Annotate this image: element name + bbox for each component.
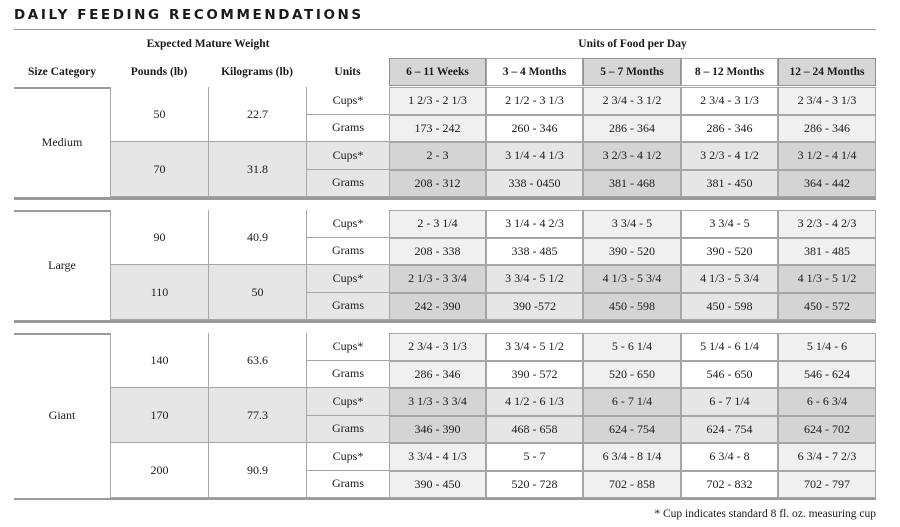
table-cell: 2 3/4 - 3 1/3 (778, 87, 876, 115)
header-kilograms: Kilograms (lb) (221, 66, 293, 78)
weight-kilograms: 90.9 (208, 443, 306, 498)
table-cell: 346 - 390 (389, 416, 486, 444)
weight-kilograms: 50 (208, 265, 306, 320)
section-divider (14, 198, 876, 200)
table-cell: 338 - 485 (486, 238, 583, 266)
table-cell: 242 - 390 (389, 293, 486, 321)
table-cell: 286 - 346 (389, 361, 486, 389)
table-cell: 381 - 450 (681, 170, 778, 198)
table-cell: 173 - 242 (389, 115, 486, 143)
table-cell: 546 - 624 (778, 361, 876, 389)
unit-label: Grams (306, 238, 389, 266)
col-header-6-11-weeks: 6 – 11 Weeks (389, 58, 486, 86)
unit-label: Grams (306, 115, 389, 143)
table-cell: 208 - 312 (389, 170, 486, 198)
unit-label: Grams (306, 361, 389, 389)
table-cell: 468 - 658 (486, 416, 583, 444)
table-cell: 450 - 598 (583, 293, 681, 321)
table-cell: 624 - 702 (778, 416, 876, 444)
table-cell: 390 - 450 (389, 471, 486, 499)
table-cell: 3 3/4 - 4 1/3 (389, 443, 486, 471)
table-cell: 5 - 7 (486, 443, 583, 471)
header-units-of-food: Units of Food per Day (578, 38, 687, 50)
weight-pounds: 140 (110, 333, 208, 388)
unit-label: Cups* (306, 265, 389, 293)
table-cell: 260 - 346 (486, 115, 583, 143)
weight-kilograms: 77.3 (208, 388, 306, 443)
header-size-category: Size Category (27, 66, 97, 78)
unit-label: Grams (306, 471, 389, 499)
col-header-3-4-months: 3 – 4 Months (486, 58, 583, 86)
size-category-medium: Medium (41, 134, 83, 149)
table-cell: 702 - 797 (778, 471, 876, 499)
page-title: DAILY FEEDING RECOMMENDATIONS (14, 7, 364, 23)
table-cell: 3 2/3 - 4 1/2 (583, 142, 681, 170)
table-cell: 6 3/4 - 8 1/4 (583, 443, 681, 471)
unit-label: Cups* (306, 142, 389, 170)
table-cell: 520 - 728 (486, 471, 583, 499)
table-cell: 5 - 6 1/4 (583, 333, 681, 361)
weight-pounds: 90 (110, 210, 208, 265)
table-cell: 3 2/3 - 4 1/2 (681, 142, 778, 170)
weight-pounds: 110 (110, 265, 208, 320)
table-cell: 2 3/4 - 3 1/2 (583, 87, 681, 115)
table-cell: 286 - 364 (583, 115, 681, 143)
title-divider (14, 29, 876, 30)
unit-label: Grams (306, 170, 389, 198)
weight-kilograms: 63.6 (208, 333, 306, 388)
weight-kilograms: 22.7 (208, 87, 306, 142)
table-cell: 2 1/3 - 3 3/4 (389, 265, 486, 293)
table-cell: 3 3/4 - 5 1/2 (486, 265, 583, 293)
table-cell: 381 - 468 (583, 170, 681, 198)
table-cell: 4 1/3 - 5 1/2 (778, 265, 876, 293)
table-cell: 286 - 346 (778, 115, 876, 143)
table-cell: 6 - 6 3/4 (778, 388, 876, 416)
header-pounds: Pounds (lb) (130, 66, 188, 78)
weight-pounds: 70 (110, 142, 208, 197)
table-cell: 286 - 346 (681, 115, 778, 143)
table-cell: 3 1/4 - 4 1/3 (486, 142, 583, 170)
table-cell: 6 3/4 - 7 2/3 (778, 443, 876, 471)
weight-pounds: 170 (110, 388, 208, 443)
table-cell: 390 - 572 (486, 361, 583, 389)
unit-label: Grams (306, 416, 389, 444)
table-cell: 624 - 754 (681, 416, 778, 444)
weight-kilograms: 31.8 (208, 142, 306, 197)
table-cell: 6 - 7 1/4 (583, 388, 681, 416)
size-category-large: Large (48, 257, 76, 272)
table-cell: 3 1/2 - 4 1/4 (778, 142, 876, 170)
unit-label: Cups* (306, 388, 389, 416)
col-header-12-24-months: 12 – 24 Months (778, 58, 876, 86)
unit-label: Cups* (306, 87, 389, 115)
weight-pounds: 200 (110, 443, 208, 498)
table-cell: 702 - 858 (583, 471, 681, 499)
table-cell: 1 2/3 - 2 1/3 (389, 87, 486, 115)
table-cell: 3 3/4 - 5 (583, 210, 681, 238)
table-cell: 702 - 832 (681, 471, 778, 499)
table-cell: 6 - 7 1/4 (681, 388, 778, 416)
table-cell: 3 1/3 - 3 3/4 (389, 388, 486, 416)
header-units: Units (334, 66, 361, 78)
table-cell: 3 3/4 - 5 (681, 210, 778, 238)
table-cell: 390 - 520 (583, 238, 681, 266)
unit-label: Cups* (306, 443, 389, 471)
col-header-5-7-months: 5 – 7 Months (583, 58, 681, 86)
weight-kilograms: 40.9 (208, 210, 306, 265)
unit-label: Grams (306, 293, 389, 321)
section-divider (14, 321, 876, 323)
table-cell: 450 - 598 (681, 293, 778, 321)
table-cell: 450 - 572 (778, 293, 876, 321)
table-cell: 4 1/3 - 5 3/4 (681, 265, 778, 293)
table-cell: 2 3/4 - 3 1/3 (389, 333, 486, 361)
table-cell: 338 - 0450 (486, 170, 583, 198)
table-cell: 4 1/2 - 6 1/3 (486, 388, 583, 416)
footnote: * Cup indicates standard 8 fl. oz. measuring cup (654, 508, 876, 520)
col-header-8-12-months: 8 – 12 Months (681, 58, 778, 86)
table-cell: 390 -572 (486, 293, 583, 321)
table-cell: 2 - 3 (389, 142, 486, 170)
table-cell: 390 - 520 (681, 238, 778, 266)
table-cell: 6 3/4 - 8 (681, 443, 778, 471)
table-cell: 624 - 754 (583, 416, 681, 444)
table-cell: 5 1/4 - 6 1/4 (681, 333, 778, 361)
section-bottom-rule (14, 498, 876, 500)
table-cell: 3 1/4 - 4 2/3 (486, 210, 583, 238)
table-cell: 364 - 442 (778, 170, 876, 198)
size-category-giant: Giant (48, 408, 76, 422)
table-cell: 2 1/2 - 3 1/3 (486, 87, 583, 115)
unit-label: Cups* (306, 333, 389, 361)
table-cell: 546 - 650 (681, 361, 778, 389)
table-cell: 3 2/3 - 4 2/3 (778, 210, 876, 238)
table-cell: 5 1/4 - 6 (778, 333, 876, 361)
table-cell: 4 1/3 - 5 3/4 (583, 265, 681, 293)
table-cell: 3 3/4 - 5 1/2 (486, 333, 583, 361)
weight-pounds: 50 (110, 87, 208, 142)
table-cell: 520 - 650 (583, 361, 681, 389)
header-expected-mature-weight: Expected Mature Weight (146, 38, 270, 50)
unit-label: Cups* (306, 210, 389, 238)
table-cell: 2 - 3 1/4 (389, 210, 486, 238)
table-cell: 2 3/4 - 3 1/3 (681, 87, 778, 115)
table-cell: 381 - 485 (778, 238, 876, 266)
table-cell: 208 - 338 (389, 238, 486, 266)
